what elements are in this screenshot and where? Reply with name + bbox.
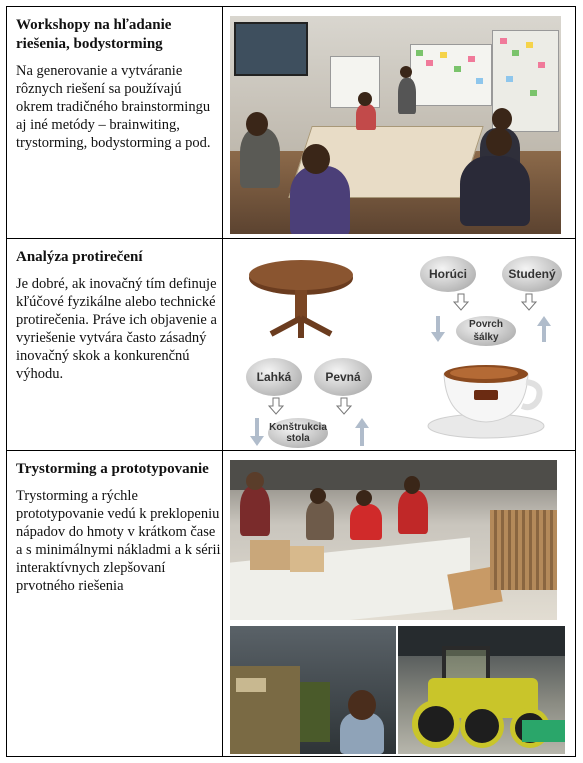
table-border-bottom xyxy=(6,756,576,757)
row-divider-2 xyxy=(6,450,576,451)
table-border-right xyxy=(575,6,576,757)
bubble-table-right: Pevná xyxy=(314,358,372,396)
forestry-machine-photo xyxy=(398,626,565,754)
row-2-body: Je dobré, ak inovačný tím definuje kľúčové fyzikálne alebo technické protirečenia. Práve ich objavenie a vyriešenie vytvára často zásadný inovačný skok a konkurenčnú výhodu. xyxy=(16,276,217,382)
table-border-left xyxy=(6,6,7,757)
arrows-table xyxy=(246,396,376,448)
boy-machine-photo xyxy=(230,626,396,754)
row-3-body: Trystorming a rýchle prototypovanie vedú k preklopeniu nápadov do hmoty v krátkom čase a s minimálnymi nákladmi a k sérii interaktívnych zlepšovaní prvotného riešenia xyxy=(16,488,221,594)
row-1-text xyxy=(16,16,221,152)
bubble-cup-left: Horúci xyxy=(420,256,476,292)
bubble-table-center: Konštrukcia stola xyxy=(268,418,328,448)
coffee-cup-illustration xyxy=(426,360,546,440)
row-2-text xyxy=(16,248,221,383)
workshop-photo xyxy=(230,16,561,234)
prototyping-photo xyxy=(230,460,557,620)
row-1-body: Na generovanie a vytváranie rôznych riešení sa používajú okrem tradičného brainstormingu aj iné metódy – brainwiting, trystorming, bodystorming a pod. xyxy=(16,63,211,151)
content-table xyxy=(6,6,576,757)
row-2-title: Analýza protirečení xyxy=(16,249,143,265)
table-border-top xyxy=(6,6,576,7)
column-divider xyxy=(222,6,223,757)
bubble-cup-center: Povrch šálky xyxy=(456,316,516,346)
table-illustration xyxy=(246,256,356,342)
row-3-title: Trystorming a prototypovanie xyxy=(16,461,209,477)
arrows-cup xyxy=(426,292,566,348)
bubble-table-left: Ľahká xyxy=(246,358,302,396)
row-1-title: Workshopy na hľadanie riešenia, bodystorming xyxy=(16,17,172,52)
row-divider-1 xyxy=(6,238,576,239)
contradiction-diagram xyxy=(226,242,574,448)
row-3-text xyxy=(16,460,221,595)
bubble-cup-right: Studený xyxy=(502,256,562,292)
